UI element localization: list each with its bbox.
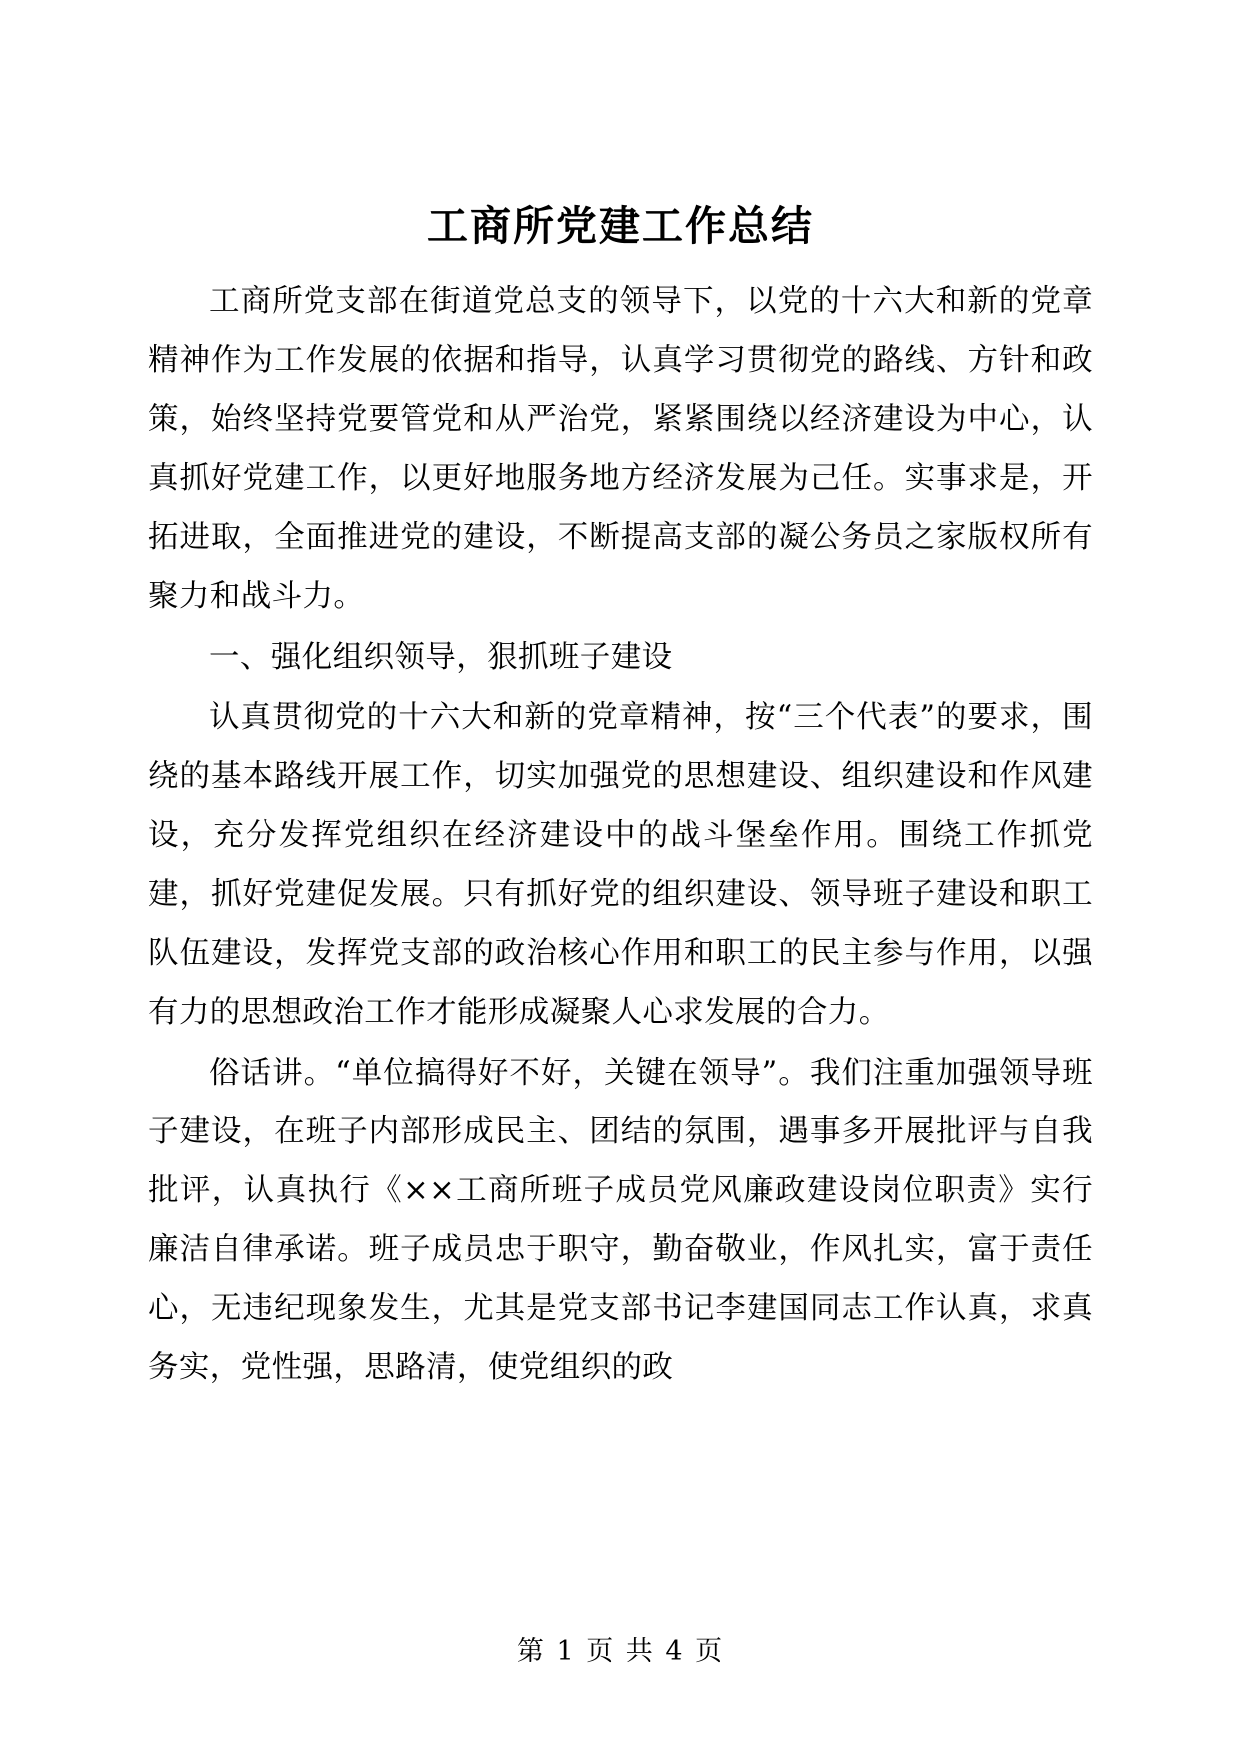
paragraph-3: 俗话讲。“单位搞得好不好，关键在领导”。我们注重加强领导班子建设，在班子内部形成民主、团结的氛围，遇事多开展批评与自我批评，认真执行《××工商所班子成员党风廉政建设岗位职责》实行廉洁自律承诺。班子成员忠于职守，勤奋敬业，作风扎实，富于责任心，无违纪现象发生，尤其是党支部书记李建国同志工作认真，求真务实，党性强，思路清，使党组织的政 — [148, 1055, 1093, 1385]
paragraph-1: 工商所党支部在街道党总支的领导下，以党的十六大和新的党章精神作为工作发展的依据和指导，认真学习贯彻党的路线、方针和政策，始终坚持党要管党和从严治党，紧紧围绕以经济建设为中心，认真抓好党建工作，以更好地服务地方经济发展为己任。实事求是，开拓进取，全面推进党的建设，不断提高支部的凝公务员之家版权所有聚力和战斗力。 — [148, 284, 1093, 614]
paragraph-2: 认真贯彻党的十六大和新的党章精神，按“三个代表”的要求，围绕的基本路线开展工作，切实加强党的思想建设、组织建设和作风建设，充分发挥党组织在经济建设中的战斗堡垒作用。围绕工作抓党建，抓好党建促发展。只有抓好党的组织建设、领导班子建设和职工队伍建设，发挥党支部的政治核心作用和职工的民主参与作用，以强有力的思想政治工作才能形成凝聚人心求发展的合力。 — [148, 700, 1093, 1030]
section-heading-1: 一、强化组织领导，狠抓班子建设 — [209, 639, 673, 675]
page-title: 工商所党建工作总结 — [427, 202, 814, 250]
page-footer: 第 1 页 共 4 页 — [516, 1636, 725, 1667]
